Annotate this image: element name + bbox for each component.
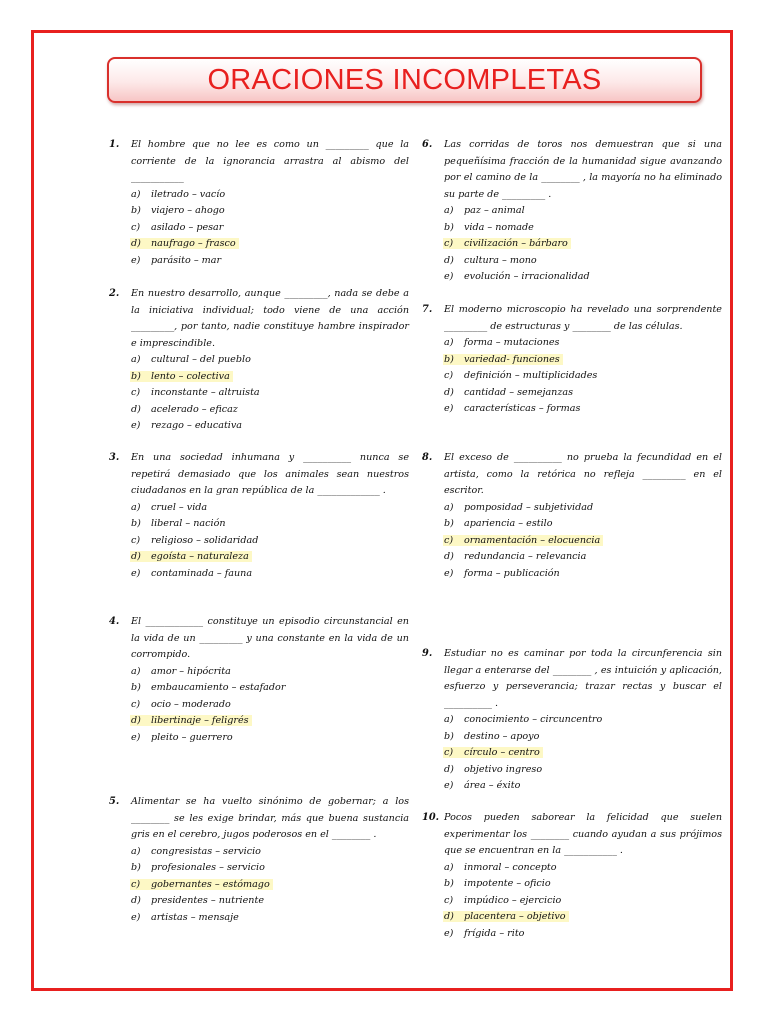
highlighted-answer	[130, 371, 233, 382]
option-text: contaminada – fauna	[151, 567, 253, 579]
question-number: 2.	[109, 288, 120, 299]
option-body	[131, 387, 260, 398]
option-letter: d)	[131, 238, 141, 249]
option-text: forma – mutaciones	[464, 337, 560, 348]
option-text: cultural – del pueblo	[151, 354, 251, 365]
option-body	[131, 518, 226, 529]
option-body	[131, 682, 285, 693]
option-body	[131, 404, 238, 415]
option-letter: b)	[444, 518, 454, 529]
option-letter: b)	[444, 730, 454, 742]
question-text: El ____________ constituye un episodio circunstancial en la vida de un _________ y una constante en la vida de un corrompido.	[131, 616, 409, 660]
option-item	[444, 335, 722, 352]
option-letter: a)	[444, 861, 454, 873]
option-text: inconstante – altruista	[151, 387, 260, 398]
option-text: conocimiento – circuncentro	[464, 714, 603, 725]
option-letter: c)	[131, 878, 141, 890]
option-text: embaucamiento – estafador	[151, 682, 286, 693]
question-number: 4.	[109, 616, 120, 627]
option-list	[444, 712, 722, 795]
option-text: área – éxito	[464, 780, 521, 791]
option-text: liberal – nación	[151, 518, 226, 529]
question-1	[109, 137, 409, 269]
page-title: ORACIONES INCOMPLETAS	[207, 63, 602, 96]
option-item	[131, 844, 409, 861]
option-body	[131, 912, 239, 923]
option-letter: b)	[131, 862, 141, 873]
option-text: forma – publicación	[464, 567, 560, 579]
option-letter: e)	[444, 780, 454, 791]
option-letter: e)	[131, 254, 141, 266]
question-number: 6.	[422, 139, 433, 150]
option-item	[131, 385, 409, 402]
option-letter: c)	[131, 534, 141, 546]
question-9	[422, 646, 722, 795]
option-item	[444, 352, 722, 369]
option-text: círculo – centro	[464, 747, 540, 758]
option-item	[444, 893, 722, 910]
option-body	[444, 222, 534, 233]
option-letter: d)	[131, 551, 141, 562]
option-letter: b)	[131, 682, 141, 693]
question-number: 8.	[422, 452, 433, 463]
option-text: asilado – pesar	[151, 221, 224, 233]
option-text: cantidad – semejanzas	[464, 386, 574, 398]
option-item	[131, 187, 409, 204]
option-text: pomposidad – subjetividad	[464, 501, 594, 513]
question-4	[109, 614, 409, 746]
option-text: profesionales – servicio	[151, 862, 265, 873]
option-body	[131, 535, 258, 546]
option-list	[444, 203, 722, 286]
option-letter: b)	[131, 370, 141, 382]
option-item	[444, 549, 722, 566]
option-text: placentera – objetivo	[464, 911, 566, 922]
question-7	[422, 302, 722, 418]
option-letter: d)	[444, 254, 454, 266]
option-text: libertinaje – feligrés	[151, 715, 249, 726]
option-body	[444, 780, 520, 791]
option-text: vida – nomade	[464, 221, 534, 233]
option-item	[444, 909, 722, 926]
option-letter: e)	[444, 927, 454, 939]
option-item	[131, 516, 409, 533]
option-letter: d)	[444, 551, 454, 562]
option-item	[444, 876, 722, 893]
option-letter: a)	[444, 205, 454, 216]
highlighted-answer	[443, 535, 603, 546]
option-list	[131, 500, 409, 583]
question-number: 1.	[109, 139, 120, 150]
option-text: egoísta – naturaleza	[151, 551, 249, 562]
option-letter: d)	[444, 763, 454, 775]
option-body	[444, 370, 597, 381]
option-item	[444, 516, 722, 533]
option-item	[131, 877, 409, 894]
option-item	[131, 203, 409, 220]
option-letter: b)	[444, 221, 454, 233]
option-letter: a)	[444, 714, 454, 725]
question-text: El hombre que no lee es como un _________ que la corriente de la ignorancia arrastra al abismo del ___________	[131, 139, 409, 183]
question-number: 10.	[422, 812, 440, 823]
option-text: rezago – educativa	[151, 420, 243, 431]
option-letter: c)	[131, 221, 141, 233]
highlighted-answer	[130, 551, 252, 562]
option-text: ornamentación – elocuencia	[464, 534, 601, 546]
option-letter: e)	[131, 420, 141, 431]
option-item	[131, 236, 409, 253]
option-body	[444, 862, 557, 873]
option-item	[444, 236, 722, 253]
option-text: frígida – rito	[464, 927, 525, 939]
option-body	[444, 568, 560, 579]
option-text: objetivo ingreso	[464, 763, 543, 775]
question-3	[109, 450, 409, 582]
option-item	[444, 926, 722, 943]
question-text: El exceso de __________ no prueba la fecundidad en el artista, como la retórica no refleja _________ en el escritor.	[444, 452, 722, 496]
option-letter: b)	[444, 353, 454, 365]
question-text: Alimentar se ha vuelto sinónimo de gobernar; a los ________ se les exige brindar, más que buena sustancia gris en el cerebro, jugos poderosos en el ________ .	[131, 796, 409, 840]
option-item	[131, 566, 409, 583]
option-body	[131, 568, 252, 579]
option-list	[444, 860, 722, 943]
option-letter: b)	[131, 205, 141, 216]
option-body	[444, 895, 561, 906]
option-list	[444, 500, 722, 583]
option-letter: e)	[131, 731, 141, 743]
option-letter: e)	[444, 271, 454, 282]
option-text: gobernantes – estómago	[151, 878, 270, 890]
option-list	[444, 335, 722, 418]
option-letter: c)	[131, 698, 141, 710]
option-body	[444, 255, 537, 266]
highlighted-answer	[443, 354, 563, 365]
option-text: iletrado – vacío	[151, 188, 226, 200]
option-letter: b)	[444, 878, 454, 889]
option-letter: c)	[444, 370, 454, 381]
option-letter: b)	[131, 518, 141, 529]
option-text: presidentes – nutriente	[151, 895, 265, 906]
option-letter: a)	[131, 354, 141, 365]
option-text: cruel – vida	[151, 501, 208, 513]
option-item	[444, 401, 722, 418]
option-text: congresistas – servicio	[151, 845, 261, 857]
option-list	[131, 844, 409, 927]
option-item	[444, 368, 722, 385]
option-letter: c)	[444, 238, 454, 249]
question-text: En nuestro desarrollo, aunque _________, nada se debe a la iniciativa individual; todo viene de una acción _________, por tanto, nadie constituye hambre inspirador e imprescindible.	[131, 288, 409, 349]
option-body	[131, 222, 223, 233]
option-body	[131, 846, 261, 857]
question-8	[422, 450, 722, 582]
option-text: apariencia – estilo	[464, 518, 553, 529]
highlighted-answer	[443, 238, 571, 249]
option-letter: a)	[444, 337, 454, 348]
option-text: artistas – mensaje	[151, 911, 239, 923]
option-item	[444, 778, 722, 795]
option-body	[131, 732, 233, 743]
option-text: ocio – moderado	[151, 698, 231, 710]
option-body	[131, 420, 242, 431]
option-text: parásito – mar	[151, 254, 222, 266]
option-item	[131, 352, 409, 369]
question-number: 5.	[109, 796, 120, 807]
option-list	[131, 352, 409, 435]
option-letter: e)	[444, 403, 454, 414]
option-body	[444, 928, 524, 939]
question-number: 3.	[109, 452, 120, 463]
option-text: acelerado – eficaz	[151, 403, 238, 415]
option-item	[444, 203, 722, 220]
option-item	[131, 730, 409, 747]
question-number: 7.	[422, 304, 433, 315]
option-body	[444, 271, 590, 282]
option-letter: a)	[444, 501, 454, 513]
option-body	[444, 387, 573, 398]
option-item	[444, 253, 722, 270]
option-item	[131, 418, 409, 435]
option-text: destino – apoyo	[464, 730, 540, 742]
option-item	[131, 500, 409, 517]
option-body	[444, 551, 586, 562]
option-letter: d)	[131, 715, 141, 726]
question-10	[422, 810, 722, 942]
option-text: cultura – mono	[464, 254, 537, 266]
option-text: lento – colectiva	[151, 370, 230, 382]
option-body	[131, 862, 265, 873]
option-body	[444, 714, 602, 725]
option-body	[131, 205, 225, 216]
option-text: amor – hipócrita	[151, 665, 231, 677]
option-text: impúdico – ejercicio	[464, 894, 562, 906]
option-item	[131, 664, 409, 681]
highlighted-answer	[130, 879, 273, 890]
option-body	[444, 518, 553, 529]
option-letter: c)	[444, 534, 454, 546]
option-item	[131, 860, 409, 877]
option-letter: d)	[131, 895, 141, 906]
question-5	[109, 794, 409, 926]
option-item	[444, 729, 722, 746]
option-body	[444, 731, 539, 742]
question-2	[109, 286, 409, 435]
option-letter: c)	[444, 894, 454, 906]
option-letter: a)	[131, 188, 141, 200]
question-text: Pocos pueden saborear la felicidad que suelen experimentar los ________ cuando ayudan a sus prójimos que se encuentran en la ___________ .	[444, 812, 722, 856]
option-body	[444, 337, 559, 348]
option-list	[131, 664, 409, 747]
question-6	[422, 137, 722, 286]
option-item	[131, 893, 409, 910]
option-body	[444, 205, 525, 216]
option-text: civilización – bárbaro	[464, 238, 568, 249]
option-letter: c)	[131, 387, 141, 398]
option-list	[131, 187, 409, 270]
option-item	[131, 910, 409, 927]
option-item	[444, 745, 722, 762]
option-letter: a)	[131, 501, 141, 513]
option-item	[131, 680, 409, 697]
option-text: características – formas	[464, 403, 581, 414]
option-item	[131, 369, 409, 386]
option-item	[131, 220, 409, 237]
option-item	[444, 566, 722, 583]
option-text: paz – animal	[464, 205, 525, 216]
question-text: En una sociedad inhumana y __________ nunca se repetirá demasiado que los animales sean nuestros ciudadanos en la gran república de la _____________ .	[131, 452, 409, 496]
option-item	[444, 269, 722, 286]
question-text: Las corridas de toros nos demuestran que si una pequeñísima fracción de la humanidad sigue avanzando por el camino de la ________ , la mayoría no ha eliminado su parte de _________ .	[444, 139, 722, 200]
highlighted-answer	[130, 238, 239, 249]
highlighted-answer	[443, 911, 569, 922]
option-body	[131, 502, 207, 513]
option-text: pleito – guerrero	[151, 731, 233, 743]
option-item	[131, 253, 409, 270]
option-text: viajero – ahogo	[151, 205, 225, 216]
option-item	[444, 860, 722, 877]
title-banner	[107, 57, 702, 103]
option-body	[131, 354, 251, 365]
option-letter: a)	[131, 665, 141, 677]
option-item	[131, 533, 409, 550]
option-letter: e)	[131, 911, 141, 923]
option-text: inmoral – concepto	[464, 861, 557, 873]
option-letter: e)	[131, 567, 141, 579]
option-letter: d)	[131, 403, 141, 415]
option-text: redundancia – relevancia	[464, 551, 587, 562]
option-item	[131, 697, 409, 714]
highlighted-answer	[443, 747, 543, 758]
option-letter: d)	[444, 911, 454, 922]
option-text: definición – multiplicidades	[464, 370, 598, 381]
option-text: religioso – solidaridad	[151, 534, 259, 546]
option-text: evolución – irracionalidad	[464, 271, 590, 282]
option-item	[131, 402, 409, 419]
option-letter: e)	[444, 567, 454, 579]
option-body	[131, 666, 231, 677]
option-body	[131, 189, 225, 200]
option-body	[131, 699, 231, 710]
question-number: 9.	[422, 648, 433, 659]
option-item	[444, 762, 722, 779]
option-body	[444, 764, 542, 775]
option-text: impotente – oficio	[464, 878, 551, 889]
option-text: naufrago – frasco	[151, 238, 236, 249]
option-item	[444, 712, 722, 729]
option-body	[444, 403, 580, 414]
option-body	[131, 895, 264, 906]
option-text: variedad- funciones	[464, 353, 560, 365]
option-letter: a)	[131, 845, 141, 857]
question-text: Estudiar no es caminar por toda la circunferencia sin llegar a enterarse del ________ , es intuición y aplicación, esfuerzo y perseverancia; trazar rectas y buscar el __________ .	[444, 648, 722, 709]
option-item	[131, 713, 409, 730]
option-item	[444, 500, 722, 517]
option-item	[444, 385, 722, 402]
option-item	[444, 220, 722, 237]
highlighted-answer	[130, 715, 252, 726]
question-text: El moderno microscopio ha revelado una sorprendente _________ de estructuras y ________ de las células.	[444, 304, 722, 332]
option-body	[444, 502, 593, 513]
option-letter: d)	[444, 386, 454, 398]
option-body	[131, 255, 221, 266]
option-letter: c)	[444, 747, 454, 758]
option-body	[444, 878, 551, 889]
option-item	[444, 533, 722, 550]
option-item	[131, 549, 409, 566]
